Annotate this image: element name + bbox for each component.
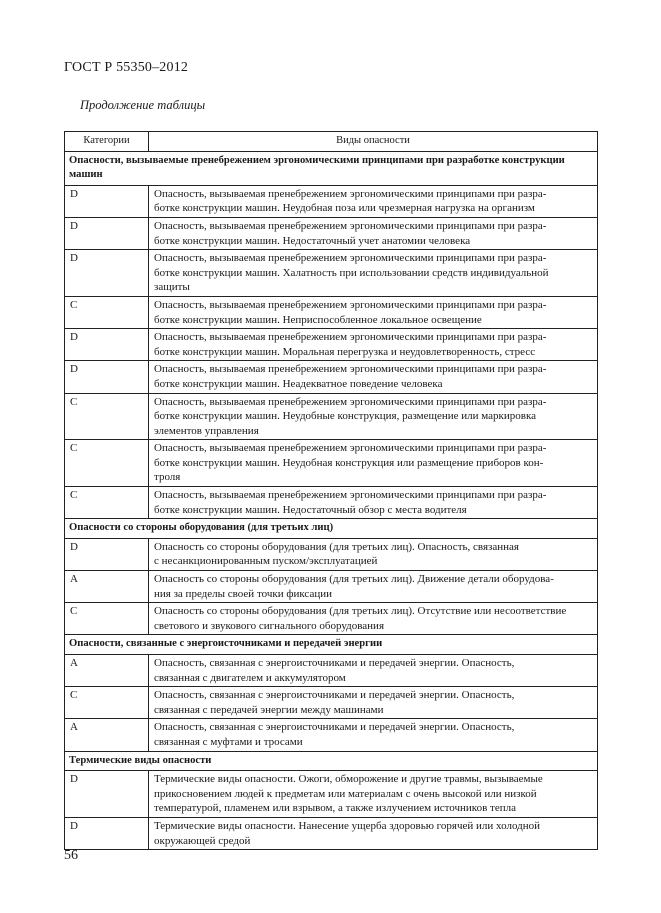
category-cell: D [65,250,149,297]
category-cell: D [65,771,149,818]
category-cell: C [65,687,149,719]
section-title: Опасности, вызываемые пренебрежением эргономическими принципами при разработке конструкции машин [65,151,598,185]
section-title: Опасности, связанные с энергоисточниками и передачей энергии [65,635,598,655]
section-row [65,151,598,185]
hazard-description-cell [149,361,598,393]
table-row [65,655,598,687]
description-line: связанная с муфтами и тросами [154,735,303,748]
section-row [65,751,598,771]
table-row [65,217,598,249]
description-line: Опасность, вызываемая пренебрежением эргономическими принципами при разра- [154,395,547,408]
table-body [65,151,598,850]
category-cell: C [65,440,149,487]
description-line: Опасность, связанная с энергоисточниками и передачей энергии. Опасность, [154,721,515,734]
hazard-description-cell [149,719,598,751]
description-line: ботке конструкции машин. Неудобная конструкция или размещение приборов кон- [154,456,544,469]
page-number: 56 [64,848,78,863]
table-row [65,329,598,361]
description-line: Опасность, вызываемая пренебрежением эргономическими принципами при разра- [154,187,547,200]
table-row [65,250,598,297]
description-line: Опасность со стороны оборудования (для третьих лиц). Опасность, связанная [154,540,519,553]
category-cell: C [65,487,149,519]
hazard-description-cell [149,571,598,603]
hazards-table-container [64,131,597,850]
category-cell: D [65,538,149,570]
hazard-description-cell [149,329,598,361]
category-cell: C [65,603,149,635]
section-row [65,519,598,539]
hazard-description-cell [149,538,598,570]
section-title: Опасности со стороны оборудования (для третьих лиц) [65,519,598,539]
description-line: светового и звукового сигнального оборудования [154,619,385,632]
table-row [65,687,598,719]
hazard-description-cell [149,393,598,440]
table-continuation-label: Продолжение таблицы [80,98,206,112]
hazard-description-cell [149,296,598,328]
description-line: прикосновением людей к предметам или материалам с очень высокой или низкой [154,787,537,800]
hazard-description-cell [149,655,598,687]
column-header-category: Категории [65,132,149,152]
hazard-description-cell [149,487,598,519]
description-line: Опасность, вызываемая пренебрежением эргономическими принципами при разра- [154,331,547,344]
hazard-description-cell [149,603,598,635]
description-line: Опасность, вызываемая пренебрежением эргономическими принципами при разра- [154,363,547,376]
hazard-description-cell [149,250,598,297]
description-line: ботке конструкции машин. Недостаточный учет анатомии человека [154,234,471,247]
table-row [65,817,598,849]
table-row [65,538,598,570]
description-line: Опасность со стороны оборудования (для третьих лиц). Отсутствие или несоответствие [154,605,567,618]
description-line: Опасность, вызываемая пренебрежением эргономическими принципами при разра- [154,298,547,311]
hazard-description-cell [149,217,598,249]
table-row [65,771,598,818]
table-row [65,440,598,487]
hazard-description-cell [149,185,598,217]
section-title: Термические виды опасности [65,751,598,771]
table-row [65,296,598,328]
description-line: ния за пределы своей точки фиксации [154,587,332,600]
hazards-table [64,131,598,850]
description-line: Термические виды опасности. Ожоги, обморожение и другие травмы, вызываемые [154,773,543,786]
description-line: Опасность, вызываемая пренебрежением эргономическими принципами при разра- [154,489,547,502]
table-row [65,603,598,635]
description-line: связанная с передачей энергии между машинами [154,703,384,716]
description-line: Опасность, связанная с энергоисточниками и передачей энергии. Опасность, [154,689,515,702]
description-line: троля [154,471,181,484]
category-cell: D [65,217,149,249]
description-line: Термические виды опасности. Нанесение ущерба здоровью горячей или холодной [154,819,541,832]
description-line: с несанкционированным пуском/эксплуатацией [154,555,378,568]
description-line: связанная с двигателем и аккумулятором [154,671,346,684]
category-cell: A [65,655,149,687]
table-row [65,185,598,217]
hazard-description-cell [149,817,598,849]
section-row [65,635,598,655]
table-row [65,393,598,440]
description-line: температурой, пламенем или взрывом, а также излучением источников тепла [154,802,516,815]
description-line: ботке конструкции машин. Неудобная поза или чрезмерная нагрузка на организм [154,202,535,215]
category-cell: D [65,817,149,849]
description-line: ботке конструкции машин. Неудобные конструкция, размещение или маркировка [154,410,537,423]
category-cell: D [65,361,149,393]
description-line: ботке конструкции машин. Неадекватное поведение человека [154,377,443,390]
hazard-description-cell [149,771,598,818]
description-line: элементов управления [154,424,259,437]
category-cell: D [65,329,149,361]
table-row [65,571,598,603]
description-line: защиты [154,281,190,294]
description-line: ботке конструкции машин. Халатность при использовании средств индивидуальной [154,266,549,279]
table-row [65,361,598,393]
description-line: Опасность, вызываемая пренебрежением эргономическими принципами при разра- [154,442,547,455]
description-line: ботке конструкции машин. Моральная перегрузка и неудовлетворенность, стресс [154,345,536,358]
column-header-hazard-type: Виды опасности [149,132,598,152]
description-line: Опасность, вызываемая пренебрежением эргономическими принципами при разра- [154,219,547,232]
description-line: ботке конструкции машин. Неприспособленное локальное освещение [154,313,482,326]
table-row [65,487,598,519]
category-cell: A [65,719,149,751]
document-header: ГОСТ Р 55350–2012 [64,60,189,75]
description-line: окружающей средой [154,834,251,847]
description-line: Опасность, связанная с энергоисточниками и передачей энергии. Опасность, [154,657,515,669]
description-line: Опасность, вызываемая пренебрежением эргономическими принципами при разра- [154,252,547,265]
category-cell: C [65,296,149,328]
category-cell: D [65,185,149,217]
category-cell: A [65,571,149,603]
hazard-description-cell [149,687,598,719]
table-row [65,719,598,751]
hazard-description-cell [149,440,598,487]
description-line: ботке конструкции машин. Недостаточный обзор с места водителя [154,503,467,516]
table-header-row [65,132,598,152]
description-line: Опасность со стороны оборудования (для третьих лиц). Движение детали оборудова- [154,573,554,586]
category-cell: C [65,393,149,440]
